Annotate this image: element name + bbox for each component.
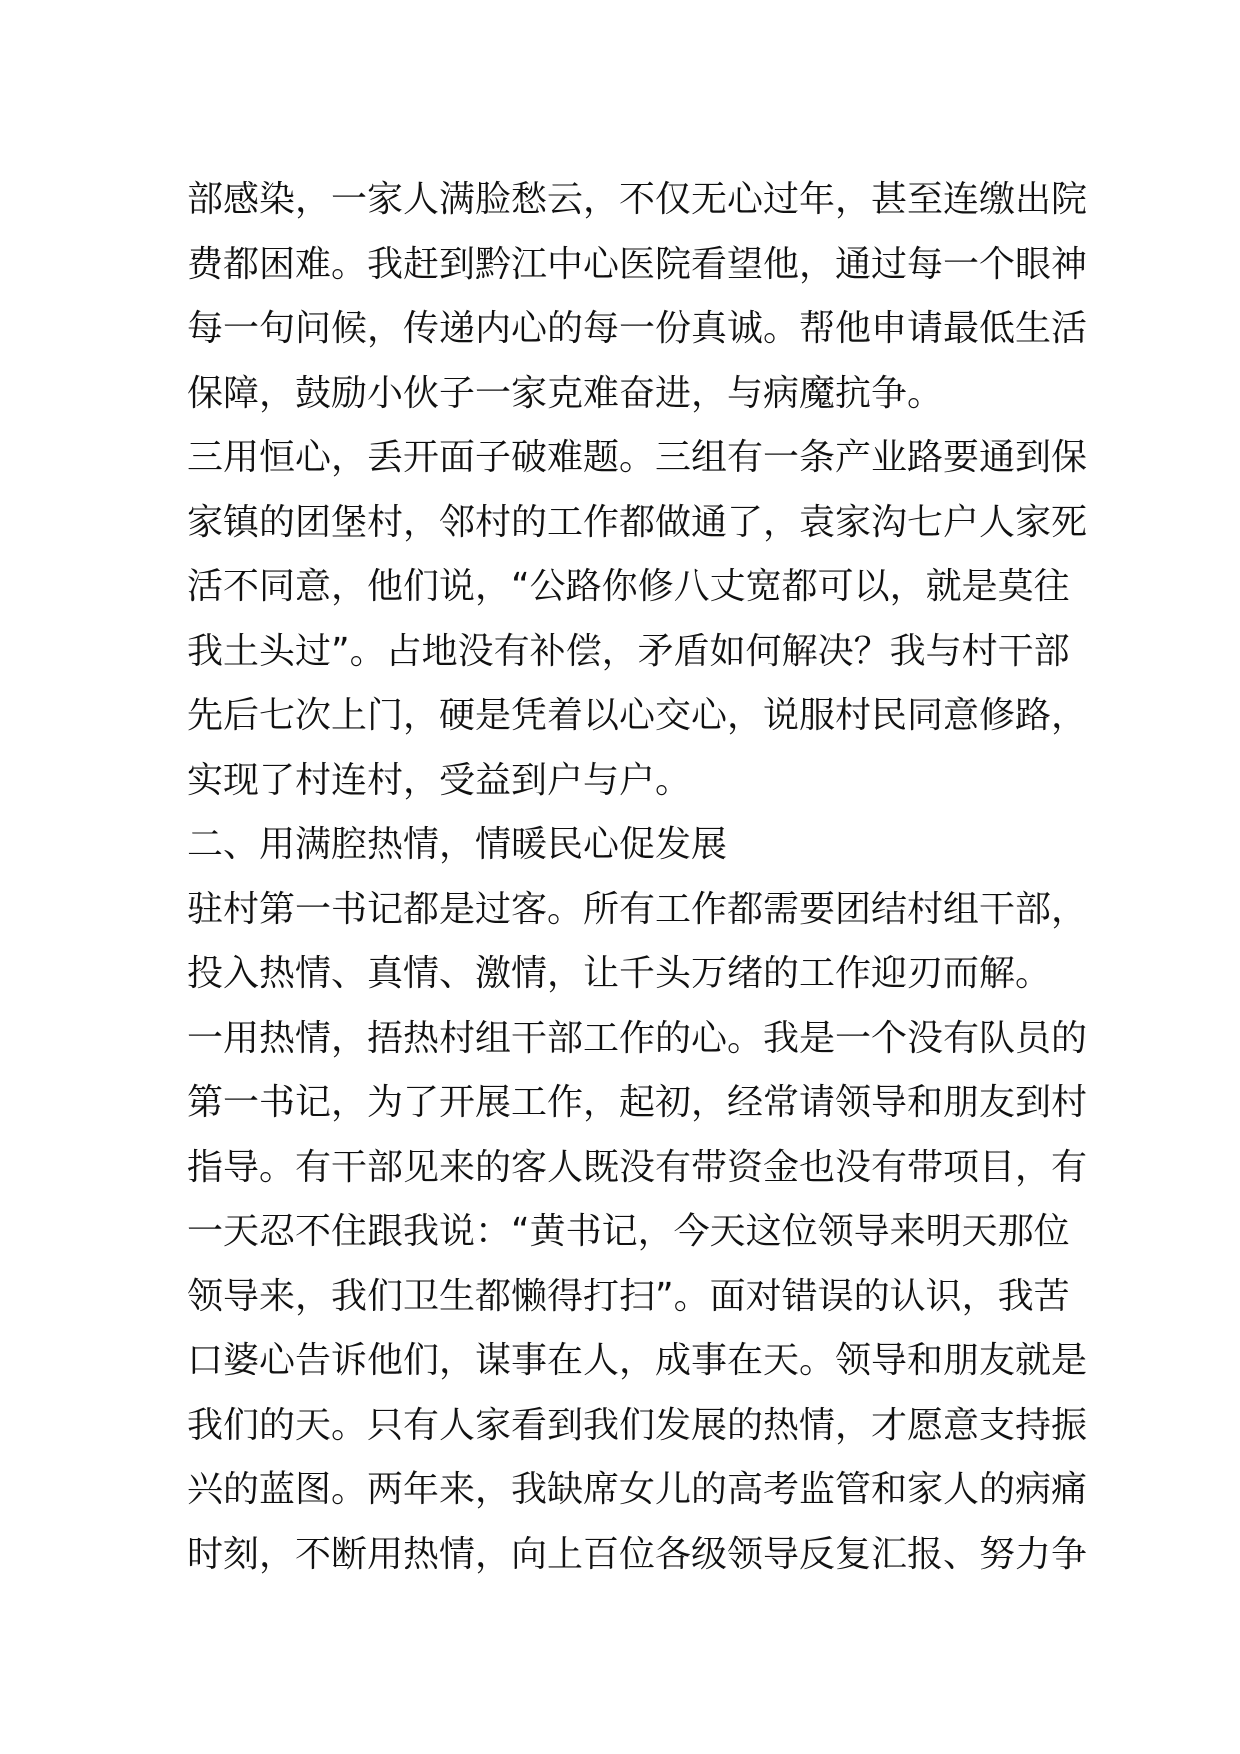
text-line: 活不同意，他们说，“公路你修八丈宽都可以，就是莫往 [187,566,1070,607]
text-line: 一用热情，捂热村组干部工作的心。我是一个没有队员的 [187,1017,1088,1059]
text-line: 时刻，不断用热情，向上百位各级领导反复汇报、努力争 [187,1533,1088,1575]
body-text [187,168,1088,1587]
text-line: 部感染，一家人满脸愁云，不仅无心过年，甚至连缴出院 [187,179,1088,220]
text-line: 第一书记，为了开展工作，起初，经常请领导和朋友到村 [187,1082,1088,1123]
text-line: 领导来，我们卫生都懒得打扫”。面对错误的认识，我苦 [187,1275,1070,1317]
text-line: 每一句问候，传递内心的每一份真诚。帮他申请最低生活 [187,308,1088,349]
text-line: 保障，鼓励小伙子一家克难奋进，与病魔抗争。 [187,372,944,414]
section-heading: 二、用满腔热情，情暖民心促发展 [187,824,728,865]
text-line: 三用恒心，丢开面子破难题。三组有一条产业路要通到保 [187,437,1088,478]
text-line: 实现了村连村，受益到户与户。 [187,759,692,801]
text-line: 口婆心告诉他们，谋事在人，成事在天。领导和朋友就是 [187,1340,1088,1381]
text-line: 指导。有干部见来的客人既没有带资金也没有带项目，有 [187,1146,1088,1188]
text-line: 投入热情、真情、激情，让千头万绪的工作迎刃而解。 [187,953,1052,994]
text-line: 兴的蓝图。两年来，我缺席女儿的高考监管和家人的病痛 [187,1469,1088,1510]
text-line: 我们的天。只有人家看到我们发展的热情，才愿意支持振 [187,1404,1088,1446]
text-line: 一天忍不住跟我说：“黄书记，今天这位领导来明天那位 [187,1211,1070,1252]
text-line: 费都困难。我赶到黔江中心医院看望他，通过每一个眼神 [187,243,1088,285]
text-line: 驻村第一书记都是过客。所有工作都需要团结村组干部， [187,888,1088,930]
text-line: 我土头过”。占地没有补偿，矛盾如何解决？我与村干部 [187,630,1070,672]
text-line: 先后七次上门，硬是凭着以心交心，说服村民同意修路， [187,695,1088,736]
text-line: 家镇的团堡村，邻村的工作都做通了，袁家沟七户人家死 [187,501,1088,543]
